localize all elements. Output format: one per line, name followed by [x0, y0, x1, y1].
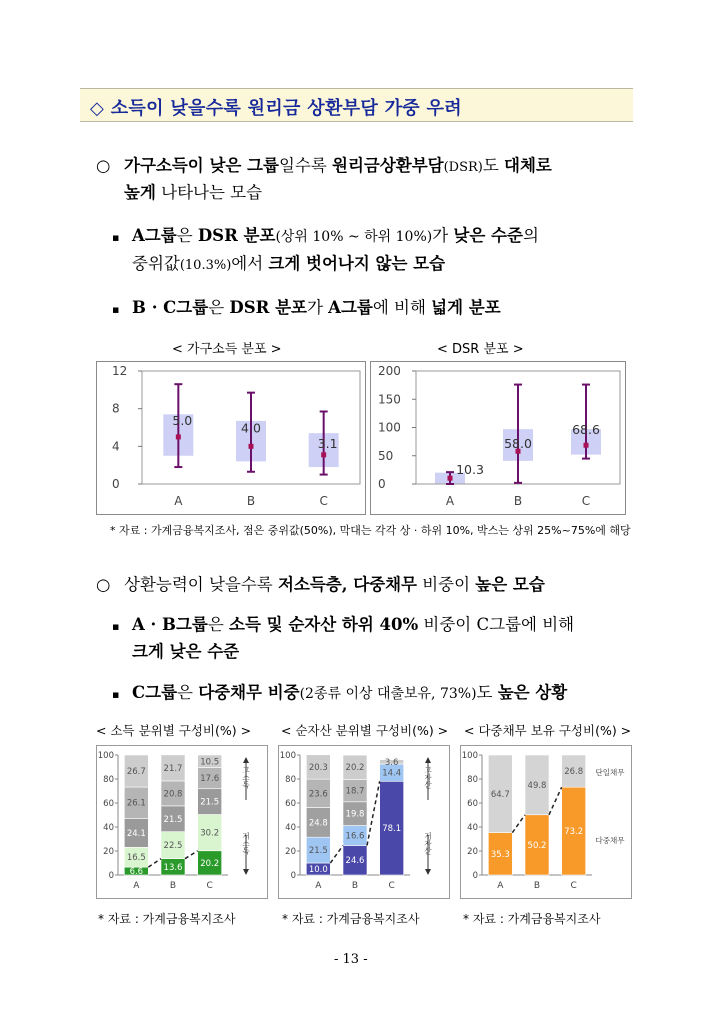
text: 비중이	[418, 615, 477, 634]
text: 가	[306, 298, 329, 317]
chart-title-income-comp: < 소득 분위별 구성비(%) >	[96, 723, 252, 738]
source-note-box: * 자료 : 가계금융복지조사, 점은 중위값(50%), 막대는 각각 상 · 하위 10%, 박스는 상위 25%~75%에 해당	[110, 524, 631, 537]
y-tick-label: 20	[285, 847, 296, 857]
section1-line2	[124, 182, 262, 204]
segment-value-label: 73.2	[564, 827, 584, 838]
text-bold: 크게 낮은 수준	[132, 642, 240, 661]
y-tick-label: 20	[467, 847, 478, 857]
y-tick-label: 80	[467, 775, 478, 785]
segment-value-label: 20.8	[163, 789, 183, 800]
x-tick-label: C	[581, 494, 591, 508]
y-tick-label: 100	[97, 751, 114, 761]
text-bold: 대체로	[504, 156, 552, 175]
text-bold: B · C그룹	[132, 298, 209, 317]
y-tick-label: 80	[103, 775, 114, 785]
segment-value-label: 35.3	[490, 849, 510, 860]
section2-sub1-line2	[132, 641, 239, 663]
median-dot	[321, 452, 326, 457]
segment-value-label: 17.6	[200, 774, 220, 785]
y-tick-label: 0	[108, 871, 114, 881]
text: 상환능력이 낮을수록	[124, 575, 278, 594]
y-tick-label: 60	[285, 799, 296, 809]
x-tick-label: B	[533, 881, 541, 891]
segment-value-label: 18.7	[345, 786, 365, 797]
text-small: (10.3%)	[179, 258, 232, 273]
y-tick-label: 200	[378, 364, 401, 378]
side-label-bottom: 저소득	[241, 831, 251, 855]
text-bold: 넓게 분포	[431, 298, 501, 317]
text-small: (DSR)	[443, 160, 483, 175]
sub-bullet: ▪	[112, 620, 120, 633]
x-tick-label: C	[570, 881, 577, 891]
segment-value-label: 49.8	[527, 780, 547, 791]
segment-value-label: 50.2	[527, 840, 547, 851]
segment-value-label: 6.6	[129, 867, 144, 878]
x-tick-label: C	[206, 881, 213, 891]
y-tick-label: 40	[285, 823, 296, 833]
y-tick-label: 0	[112, 477, 120, 491]
source-note-comp3: * 자료 : 가계금융복지조사	[463, 912, 601, 926]
y-tick-label: 12	[112, 364, 128, 378]
y-tick-label: 20	[103, 847, 114, 857]
chart-debt-composition	[460, 745, 632, 899]
segment-value-label: 21.5	[163, 814, 183, 825]
text: 에 비해	[372, 298, 432, 317]
x-tick-label: A	[133, 881, 140, 891]
segment-value-label: 24.6	[345, 856, 365, 867]
x-tick-label: C	[388, 881, 395, 891]
page-number: - 13 -	[334, 952, 368, 967]
source-note-comp1: * 자료 : 가계금융복지조사	[98, 912, 236, 926]
text: 의	[522, 226, 539, 245]
segment-value-label: 19.8	[345, 809, 365, 820]
median-label: 10.3	[456, 462, 484, 478]
y-tick-label: 80	[285, 775, 296, 785]
y-tick-label: 100	[279, 751, 296, 761]
segment-value-label: 20.2	[345, 763, 365, 774]
x-tick-label: A	[174, 494, 183, 508]
segment-value-label: 26.7	[126, 767, 146, 778]
x-tick-label: B	[169, 881, 177, 891]
y-tick-label: 60	[103, 799, 114, 809]
section1-sub2-line1	[132, 297, 501, 319]
text: 중위값	[132, 254, 180, 273]
y-tick-label: 40	[103, 823, 114, 833]
text: 은	[177, 683, 199, 702]
side-label-bottom: 다중채무	[595, 836, 625, 845]
segment-value-label: 30.2	[200, 828, 220, 839]
text-small: (2종류 이상 대출보유, 73%)	[299, 686, 477, 702]
text-bold: A · B그룹	[132, 615, 208, 634]
y-tick-label: 40	[467, 823, 478, 833]
chart-title-debt-comp: < 다중채무 보유 구성비(%) >	[464, 723, 632, 738]
side-label-top: 고소득	[241, 765, 251, 789]
text: 도	[476, 683, 498, 702]
segment-value-label: 21.5	[308, 846, 328, 857]
segment-value-label: 26.8	[564, 767, 584, 778]
side-label-top: 고자산	[423, 765, 433, 789]
y-tick-label: 60	[467, 799, 478, 809]
text-bold: A그룹	[132, 226, 177, 245]
section-header-title: ◇ 소득이 낮을수록 원리금 상환부담 가중 우려	[90, 98, 462, 119]
x-tick-label: A	[497, 881, 504, 891]
text: 일수록	[278, 156, 333, 175]
segment-value-label: 10.0	[308, 865, 328, 875]
x-tick-label: B	[246, 494, 256, 508]
x-tick-label: A	[445, 494, 455, 508]
segment-value-label: 3.6	[384, 757, 399, 768]
text-bold: 크게 벗어나지 않는 모습	[268, 254, 446, 273]
text: 에서	[231, 254, 269, 273]
segment-value-label: 22.5	[163, 841, 183, 852]
section2-sub1-line1	[132, 614, 574, 636]
x-tick-label: C	[319, 494, 328, 508]
segment-value-label: 20.3	[308, 762, 328, 773]
text-bold: 저소득층, 다중채무	[277, 575, 417, 594]
text-bold: 가구소득이 낮은 그룹	[124, 156, 279, 175]
section1-sub1-line2	[132, 253, 445, 277]
x-tick-label: B	[513, 494, 523, 508]
median-label: 3.1	[317, 435, 338, 451]
text-bold: 소득 및 순자산 하위 40%	[229, 615, 419, 634]
chart-title-dsr-box: < DSR 분포 >	[437, 342, 524, 357]
y-tick-label: 150	[378, 392, 401, 407]
text-bold: A그룹	[328, 298, 373, 317]
text: 에 비해	[521, 615, 575, 634]
section1-sub1-line1	[132, 225, 539, 248]
section2-line1	[124, 574, 545, 596]
text: 비중이	[416, 575, 476, 594]
median-label: 68.6	[572, 422, 600, 438]
text-small: (상위 10% ~ 하위 10%)	[275, 229, 433, 245]
median-dot	[176, 434, 181, 439]
text: 은	[207, 615, 230, 634]
text-bold: 원리금상환부담	[332, 156, 444, 175]
segment-value-label: 24.1	[126, 828, 146, 839]
x-tick-label: A	[315, 881, 322, 891]
text: 가	[432, 226, 454, 245]
segment-value-label: 64.7	[490, 789, 510, 800]
segment-value-label: 13.6	[163, 862, 183, 873]
y-tick-label: 0	[472, 871, 478, 881]
median-label: 4.0	[241, 420, 261, 436]
y-tick-label: 0	[290, 871, 296, 881]
section1-bullet: ○	[96, 156, 111, 175]
text: 은	[176, 226, 198, 245]
chart-asset-composition	[278, 745, 450, 899]
text-bold: 다중채무 비중	[198, 683, 300, 702]
text: 도	[482, 156, 505, 175]
sub-bullet: ▪	[112, 231, 120, 244]
segment-value-label: 26.1	[126, 798, 146, 809]
y-tick-label: 0	[378, 477, 386, 491]
segment-value-label: 16.5	[126, 853, 146, 864]
chart-title-asset-comp: < 순자산 분위별 구성비(%) >	[281, 723, 449, 738]
chart-income-box	[96, 361, 366, 515]
x-tick-label: B	[351, 881, 359, 891]
median-label: 58.0	[504, 436, 532, 452]
segment-value-label: 16.6	[345, 831, 365, 842]
section1-line1	[124, 155, 552, 179]
text: 은	[208, 298, 230, 317]
y-tick-label: 100	[378, 420, 401, 435]
median-label: 5.0	[172, 412, 193, 428]
segment-value-label: 23.6	[308, 789, 328, 800]
y-tick-label: 8	[112, 401, 120, 416]
chart-title-income-box: < 가구소득 분포 >	[172, 342, 282, 357]
y-tick-label: 100	[461, 751, 478, 761]
sub-bullet: ▪	[112, 303, 120, 316]
text-bold: 낮은 수준	[453, 226, 523, 245]
text-bold: 높게	[124, 183, 156, 202]
sub-bullet: ▪	[112, 688, 120, 701]
text-bold: C그룹	[132, 683, 178, 702]
segment-value-label: 20.2	[200, 858, 220, 869]
text: C그룹	[476, 615, 522, 634]
y-tick-label: 50	[378, 448, 394, 463]
chart-dsr-box	[370, 361, 626, 515]
side-label-top: 단일채무	[595, 768, 625, 777]
segment-value-label: 21.5	[200, 797, 220, 808]
side-label-bottom: 저자산	[423, 831, 433, 855]
section2-bullet: ○	[96, 575, 111, 594]
segment-value-label: 78.1	[382, 824, 402, 835]
segment-value-label: 24.8	[308, 818, 328, 829]
text-bold: 높은 모습	[475, 575, 545, 594]
median-dot	[448, 476, 453, 481]
y-tick-label: 4	[112, 439, 120, 454]
segment-value-label: 21.7	[163, 763, 183, 774]
text: 나타나는 모습	[155, 183, 263, 202]
text-bold: 높은 상황	[497, 683, 568, 702]
text-bold: DSR 분포	[229, 298, 307, 317]
source-note-comp2: * 자료 : 가계금융복지조사	[282, 912, 420, 926]
text-bold: DSR 분포	[197, 226, 276, 245]
median-dot	[249, 444, 254, 449]
segment-value-label: 14.4	[382, 768, 402, 779]
chart-income-composition	[96, 745, 268, 899]
section2-sub2-line1	[132, 682, 567, 705]
segment-value-label: 10.5	[200, 757, 220, 768]
median-dot	[584, 443, 589, 448]
